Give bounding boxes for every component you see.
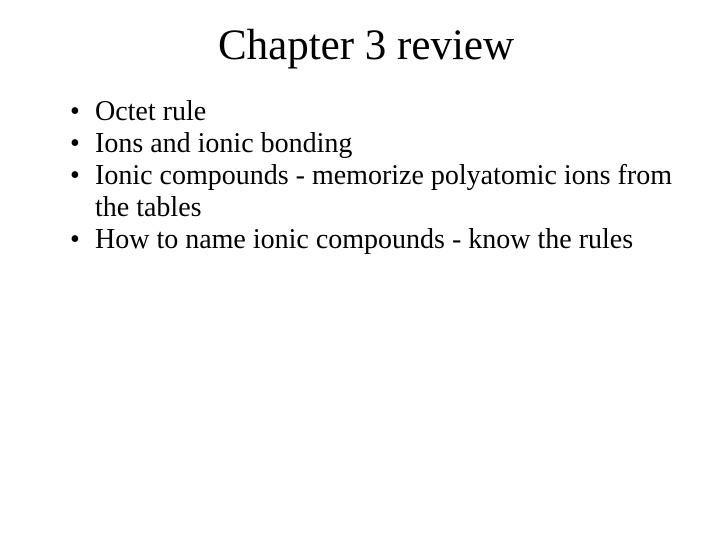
bullet-item-naming-rules [70, 224, 690, 256]
bullet-dot-icon: • [70, 224, 80, 255]
bullet-item-ions-bonding [70, 128, 690, 160]
bullet-text: Ions and ionic bonding [95, 128, 353, 159]
bullet-item-octet-rule [70, 96, 690, 128]
bullet-dot-icon: • [70, 96, 80, 127]
bullet-text: Ionic compounds - memorize polyatomic ions from the tables [95, 160, 672, 223]
slide-title: Chapter 3 review [217, 22, 515, 69]
bullet-text: How to name ionic compounds - know the rules [95, 224, 634, 255]
bullet-list [70, 96, 690, 256]
bullet-dot-icon: • [70, 160, 80, 191]
bullet-text: Octet rule [95, 96, 207, 127]
bullet-item-ionic-compounds [70, 160, 690, 224]
bullet-dot-icon: • [70, 128, 80, 159]
